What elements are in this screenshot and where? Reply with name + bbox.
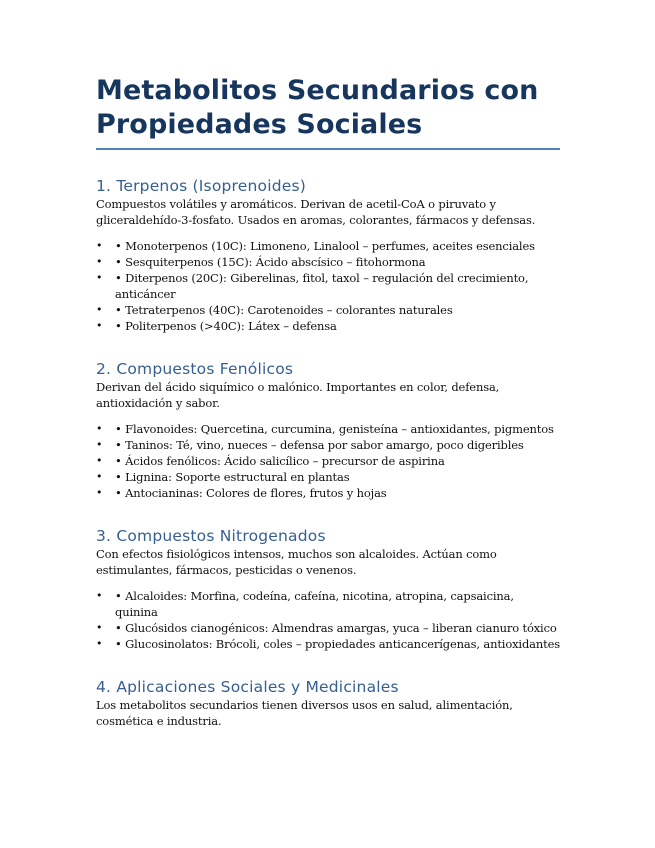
list-item-text: • Tetraterpenos (40C): Carotenoides – colorantes naturales: [115, 303, 453, 317]
bullet-icon: •: [96, 239, 103, 252]
list-item-text: • Antocianinas: Colores de flores, frutos y hojas: [115, 486, 387, 500]
list-item-text: • Lignina: Soporte estructural en plantas: [115, 470, 350, 484]
list-item: [96, 469, 560, 485]
bullet-list: [96, 588, 560, 652]
list-item-text: • Flavonoides: Quercetina, curcumina, genisteína – antioxidantes, pigmentos: [115, 422, 554, 436]
list-item: [96, 270, 560, 302]
bullet-icon: •: [96, 486, 103, 499]
list-item: [96, 318, 560, 334]
section-aplicaciones: [96, 677, 560, 729]
document-title: Metabolitos Secundarios con Propiedades Sociales: [96, 74, 560, 150]
bullet-icon: •: [96, 589, 103, 602]
list-item: [96, 620, 560, 636]
list-item: [96, 238, 560, 254]
list-item: [96, 453, 560, 469]
section-fenolicos: [96, 359, 560, 501]
section-heading: 2. Compuestos Fenólicos: [96, 360, 294, 378]
bullet-icon: •: [96, 271, 103, 284]
list-item: [96, 636, 561, 652]
list-item: [96, 254, 560, 270]
list-item: [96, 588, 560, 620]
section-description: Los metabolitos secundarios tienen diversos usos en salud, alimentación, cosmética e industria.: [96, 698, 513, 728]
list-item-text: • Ácidos fenólicos: Ácido salicílico – precursor de aspirina: [115, 454, 445, 468]
bullet-icon: •: [96, 621, 103, 634]
section-terpenos: [96, 176, 560, 334]
list-item-text: • Alcaloides: Morfina, codeína, cafeína, nicotina, atropina, capsaicina, quinina: [115, 589, 514, 619]
bullet-list: [96, 421, 560, 501]
bullet-icon: •: [96, 637, 103, 650]
bullet-icon: •: [96, 438, 103, 451]
section-heading: 3. Compuestos Nitrogenados: [96, 527, 326, 545]
section-description: Con efectos fisiológicos intensos, muchos son alcaloides. Actúan como estimulantes, fármacos, pesticidas o venenos.: [96, 547, 497, 577]
section-heading: 4. Aplicaciones Sociales y Medicinales: [96, 678, 399, 696]
list-item: [96, 437, 560, 453]
list-item: [96, 421, 560, 437]
list-item-text: • Politerpenos (>40C): Látex – defensa: [115, 319, 337, 333]
section-description: Compuestos volátiles y aromáticos. Derivan de acetil-CoA o piruvato y gliceraldehído-3-fosfato. Usados en aromas, colorantes, fármacos y defensas.: [96, 197, 536, 227]
list-item: [96, 302, 560, 318]
list-item-text: • Sesquiterpenos (15C): Ácido abscísico – fitohormona: [115, 255, 426, 269]
list-item-text: • Glucósidos cianogénicos: Almendras amargas, yuca – liberan cianuro tóxico: [115, 621, 557, 635]
list-item-text: • Taninos: Té, vino, nueces – defensa por sabor amargo, poco digeribles: [115, 438, 524, 452]
bullet-icon: •: [96, 454, 103, 467]
bullet-icon: •: [96, 255, 103, 268]
list-item-text: • Diterpenos (20C): Giberelinas, fitol, taxol – regulación del crecimiento, anticáncer: [115, 271, 529, 301]
document-page: [96, 74, 560, 729]
list-item-text: • Glucosinolatos: Brócoli, coles – propiedades anticancerígenas, antioxidantes: [115, 637, 561, 651]
bullet-icon: •: [96, 422, 103, 435]
section-heading: 1. Terpenos (Isoprenoides): [96, 177, 307, 195]
bullet-icon: •: [96, 319, 103, 332]
section-description: Derivan del ácido siquímico o malónico. Importantes en color, defensa, antioxidación y sabor.: [96, 380, 500, 410]
bullet-icon: •: [96, 470, 103, 483]
section-nitrogenados: [96, 526, 560, 652]
bullet-list: [96, 238, 560, 334]
bullet-icon: •: [96, 303, 103, 316]
list-item-text: • Monoterpenos (10C): Limoneno, Linalool – perfumes, aceites esenciales: [115, 239, 535, 253]
list-item: [96, 485, 560, 501]
